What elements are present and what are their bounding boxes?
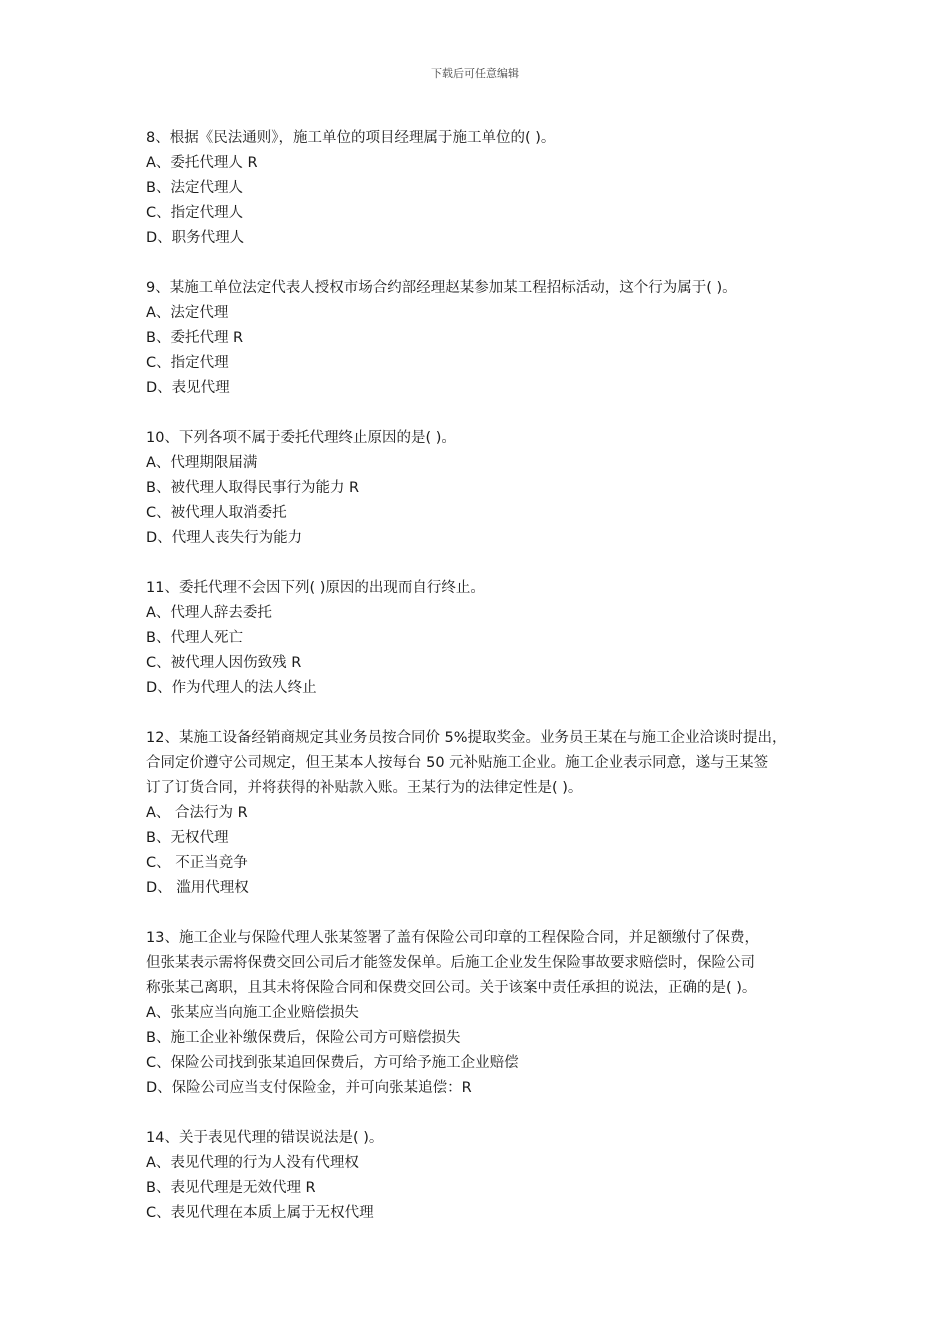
option-a: A、张某应当向施工企业赔偿损失 <box>146 1005 359 1021</box>
question-11 <box>146 576 866 701</box>
option-c: C、被代理人因伤致残 R <box>146 655 302 671</box>
question-stem-line-1: 13、施工企业与保险代理人张某签署了盖有保险公司印章的工程保险合同，并足额缴付了保费， <box>146 930 759 946</box>
option-c: C、表见代理在本质上属于无权代理 <box>146 1205 374 1221</box>
option-d: D、代理人丧失行为能力 <box>146 530 303 546</box>
option-b: B、法定代理人 <box>146 180 243 196</box>
option-c: C、 不正当竞争 <box>146 855 248 871</box>
option-c: C、保险公司找到张某追回保费后，方可给予施工企业赔偿 <box>146 1055 519 1071</box>
option-a: A、 合法行为 R <box>146 805 248 821</box>
page-header: 下载后可任意编辑 <box>431 67 519 80</box>
option-a: A、委托代理人 R <box>146 155 258 171</box>
option-a: A、法定代理 <box>146 305 229 321</box>
option-b: B、无权代理 <box>146 830 229 846</box>
question-stem-line-3: 订了订货合同，并将获得的补贴款入账。王某行为的法律定性是( )。 <box>146 780 583 796</box>
option-b: B、表见代理是无效代理 R <box>146 1180 316 1196</box>
question-12 <box>146 726 866 901</box>
question-stem: 8、根据《民法通则》，施工单位的项目经理属于施工单位的( )。 <box>146 130 556 146</box>
option-a: A、代理期限届满 <box>146 455 258 471</box>
question-13 <box>146 926 866 1101</box>
option-a: A、代理人辞去委托 <box>146 605 272 621</box>
question-stem: 14、关于表见代理的错误说法是( )。 <box>146 1130 384 1146</box>
question-stem-line-2: 合同定价遵守公司规定，但王某本人按每台 50 元补贴施工企业。施工企业表示同意，遂与王某签 <box>146 755 769 771</box>
option-a: A、表见代理的行为人没有代理权 <box>146 1155 359 1171</box>
option-d: D、作为代理人的法人终止 <box>146 680 317 696</box>
option-d: D、表见代理 <box>146 380 230 396</box>
question-stem: 10、下列各项不属于委托代理终止原因的是( )。 <box>146 430 456 446</box>
question-9 <box>146 276 866 401</box>
question-stem: 11、委托代理不会因下列( )原因的出现而自行终止。 <box>146 580 485 596</box>
question-stem-line-3: 称张某己离职，且其未将保险合同和保费交回公司。关于该案中责任承担的说法，正确的是( )。 <box>146 980 757 996</box>
option-b: B、委托代理 R <box>146 330 244 346</box>
option-b: B、代理人死亡 <box>146 630 243 646</box>
option-c: C、指定代理 <box>146 355 229 371</box>
question-stem: 9、某施工单位法定代表人授权市场合约部经理赵某参加某工程招标活动，这个行为属于( )。 <box>146 280 737 296</box>
option-d: D、 滥用代理权 <box>146 880 249 896</box>
option-d: D、职务代理人 <box>146 230 245 246</box>
question-14 <box>146 1126 866 1226</box>
question-list <box>146 126 866 1251</box>
option-c: C、指定代理人 <box>146 205 244 221</box>
question-10 <box>146 426 866 551</box>
question-stem-line-2: 但张某表示需将保费交回公司后才能签发保单。后施工企业发生保险事故要求赔偿时，保险公司 <box>146 955 755 971</box>
option-c: C、被代理人取消委托 <box>146 505 287 521</box>
question-stem-line-1: 12、某施工设备经销商规定其业务员按合同价 5%提取奖金。业务员王某在与施工企业洽谈时提出， <box>146 730 787 746</box>
option-b: B、被代理人取得民事行为能力 R <box>146 480 360 496</box>
option-d: D、保险公司应当支付保险金，并可向张某追偿：R <box>146 1080 472 1096</box>
question-8 <box>146 126 866 251</box>
option-b: B、施工企业补缴保费后，保险公司方可赔偿损失 <box>146 1030 461 1046</box>
